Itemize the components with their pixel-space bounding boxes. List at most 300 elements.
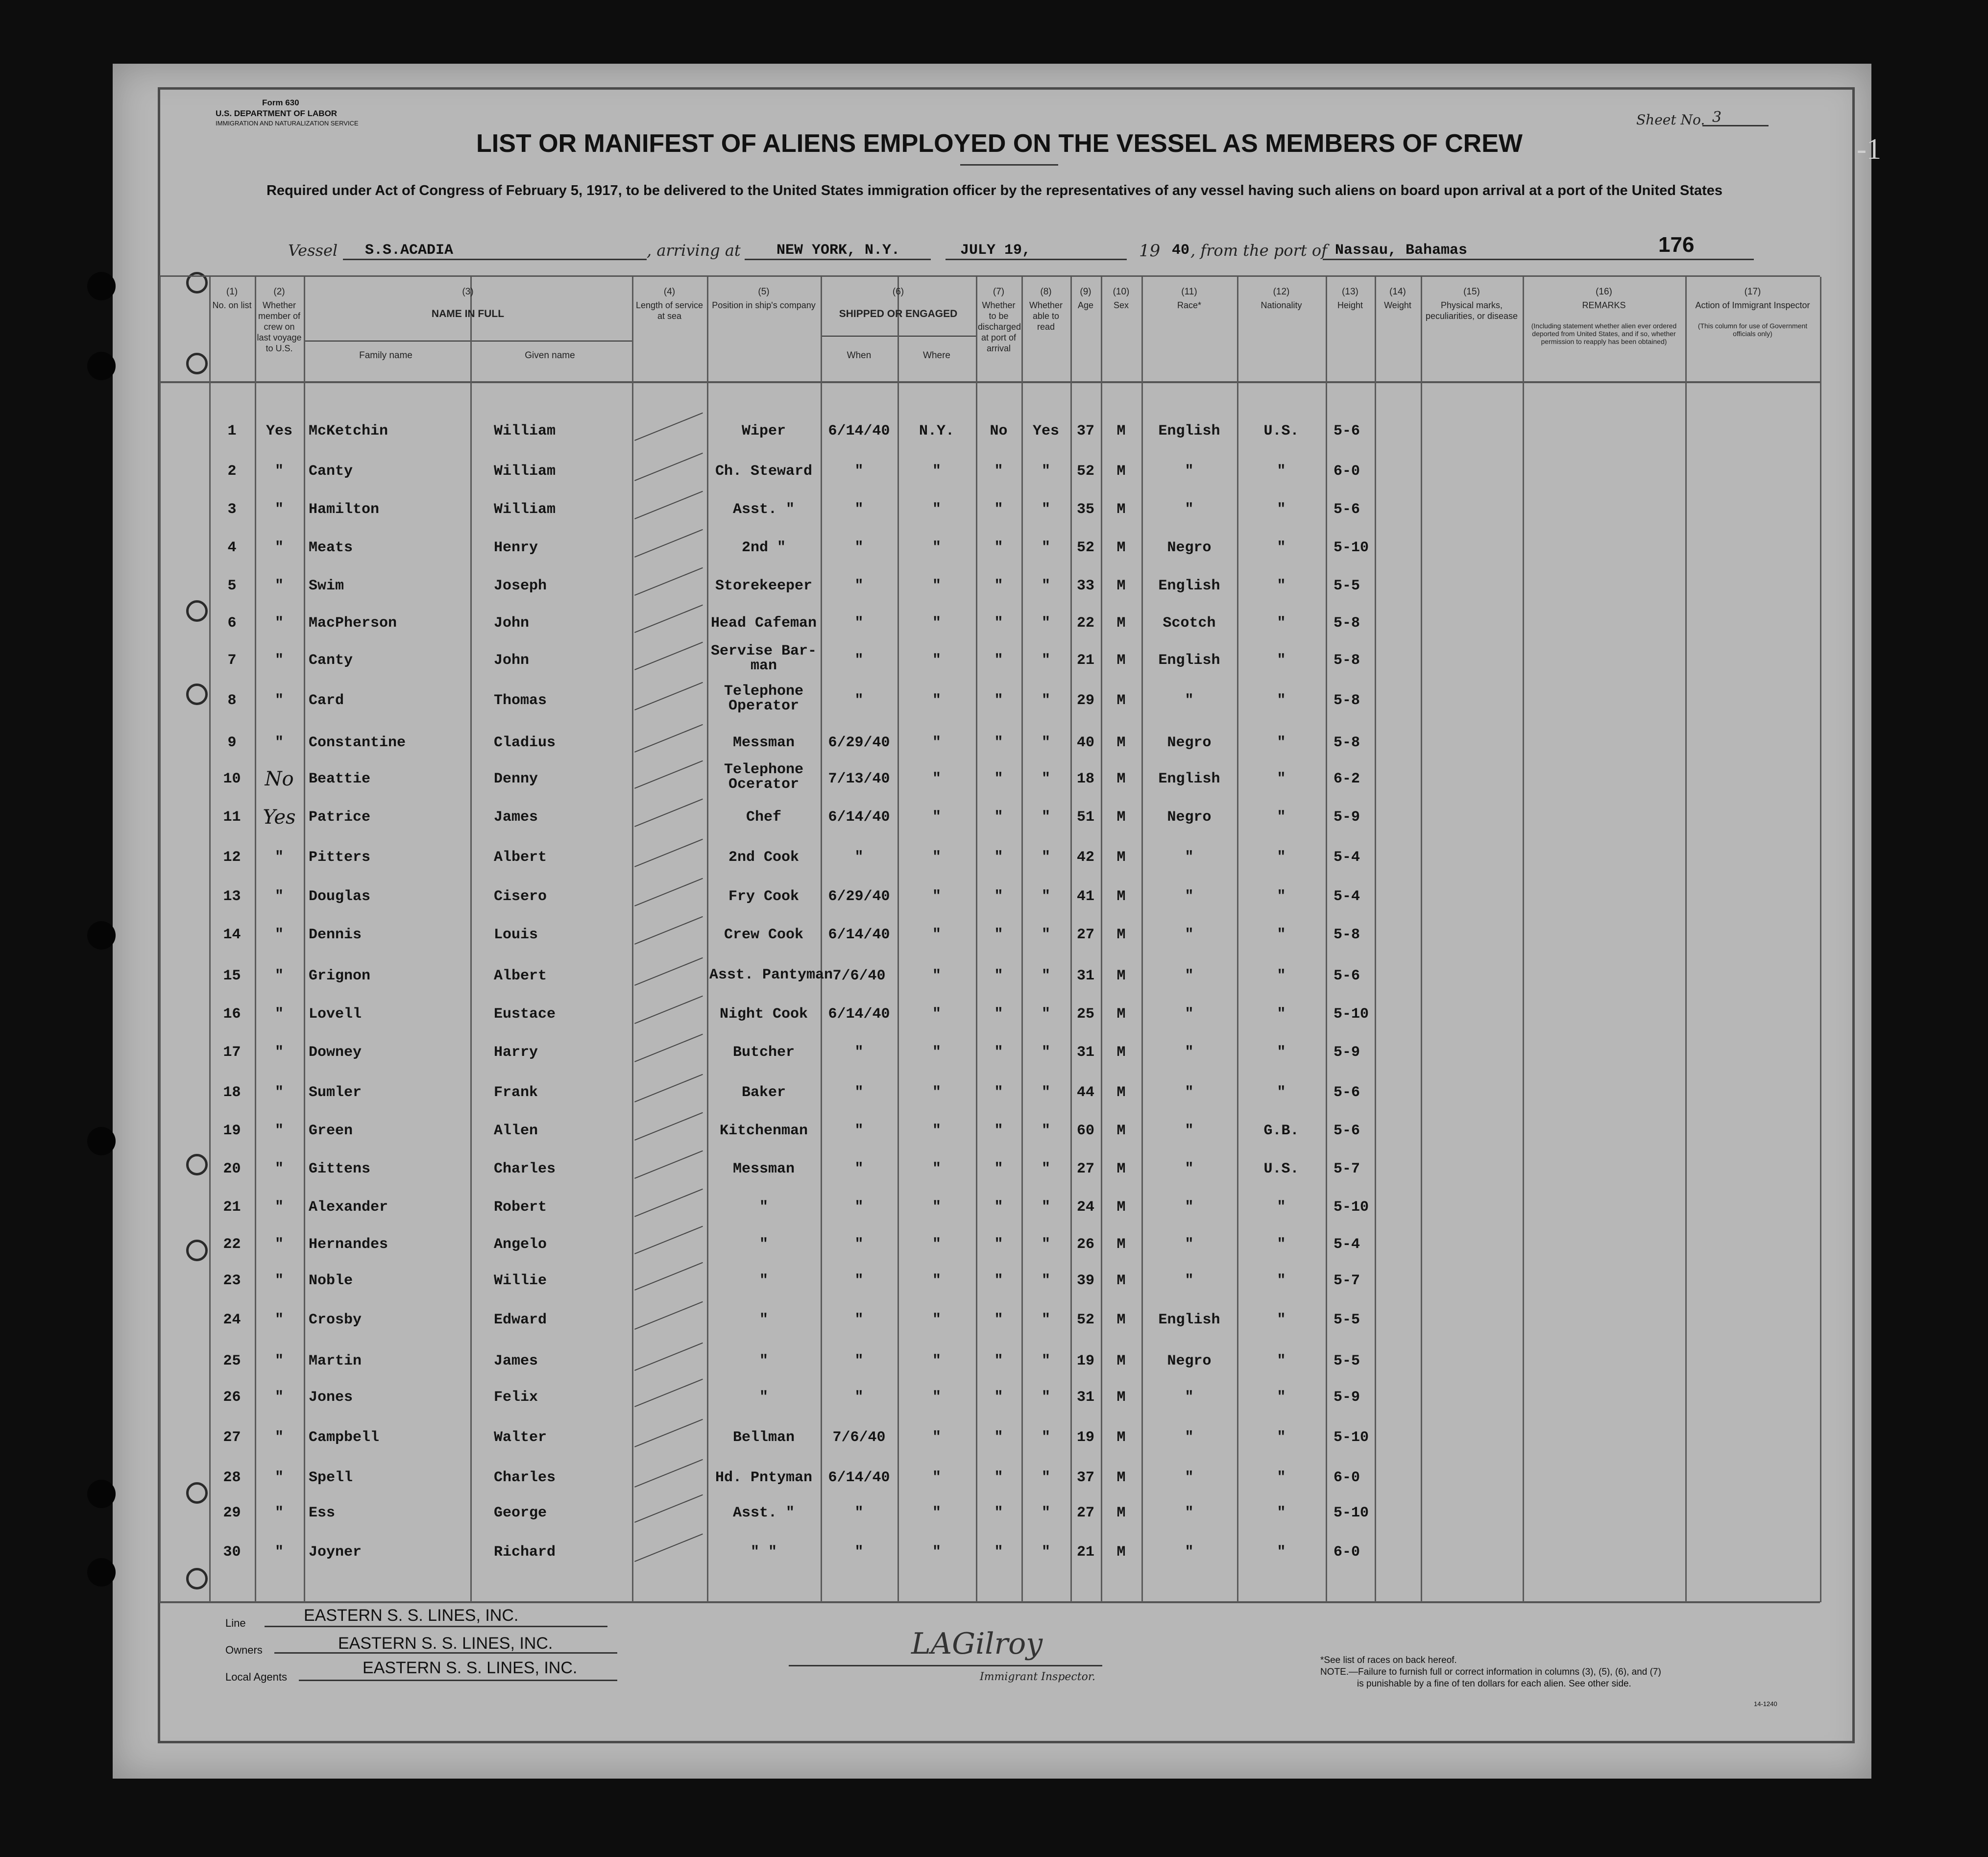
cell-no: 21: [223, 1199, 241, 1216]
cell-read: ": [1041, 968, 1050, 984]
cell-nationality: ": [1277, 888, 1286, 905]
cell-when: ": [854, 652, 864, 669]
cell-family: McKetchin: [309, 423, 388, 440]
column-label: SHIPPED OR ENGAGED: [839, 308, 958, 319]
cell-given: Harry: [494, 1044, 538, 1061]
cell-position: Telephone Operator: [724, 683, 804, 714]
cell-age: 31: [1076, 1389, 1094, 1406]
cell-sex: M: [1116, 1161, 1126, 1177]
cell-where: ": [932, 578, 941, 594]
cell-discharged: ": [994, 1544, 1003, 1561]
cell-discharged: ": [994, 1389, 1003, 1406]
cell-when: ": [854, 501, 864, 518]
column-sublabel: Family name: [359, 350, 412, 361]
cell-discharged: No: [990, 423, 1008, 440]
owners-value: EASTERN S. S. LINES, INC.: [338, 1634, 553, 1653]
penalty-note-cont: is punishable by a fine of ten dollars for each alien. See other side.: [1357, 1679, 1631, 1689]
form-subtitle: Required under Act of Congress of February 5, 1917, to be delivered to the United States immigration officer by the representatives of any vessel having such aliens on board upon arrival at a port of the United States: [266, 183, 1723, 198]
column-label: Nationality: [1261, 300, 1302, 310]
cell-height: 5-6: [1333, 1123, 1360, 1139]
cell-given: Thomas: [494, 692, 547, 709]
cell-family: Spell: [309, 1469, 353, 1486]
cell-race: English: [1158, 652, 1220, 669]
column-number: (1): [226, 287, 238, 297]
column-sublabel: When: [847, 350, 872, 361]
cell-read: ": [1041, 771, 1050, 787]
cell-voyage: ": [274, 615, 284, 632]
cell-voyage: ": [274, 1006, 284, 1023]
cell-when: ": [854, 578, 864, 594]
cell-age: 22: [1076, 615, 1094, 632]
cell-height: 5-4: [1333, 888, 1360, 905]
cell-age: 60: [1076, 1123, 1094, 1139]
cell-family: Douglas: [309, 888, 371, 905]
cell-given: William: [494, 423, 556, 440]
cell-nationality: ": [1277, 692, 1286, 709]
cell-race: ": [1185, 1236, 1194, 1253]
cell-position: Wiper: [741, 423, 786, 440]
margin-mark: -1: [1857, 133, 1881, 165]
cell-no: 23: [223, 1272, 241, 1289]
cell-where: ": [932, 809, 941, 826]
cell-read: ": [1041, 1199, 1050, 1216]
cell-position: Messman: [732, 734, 795, 751]
cell-family: Crosby: [309, 1312, 362, 1328]
cell-sex: M: [1116, 888, 1126, 905]
cell-sex: M: [1116, 1469, 1126, 1486]
cell-voyage: ": [274, 1161, 284, 1177]
cell-where: ": [932, 1123, 941, 1139]
cell-no: 15: [223, 968, 241, 984]
cell-voyage: ": [274, 734, 284, 751]
cell-where: ": [932, 1236, 941, 1253]
from-port-label: , from the port of: [1190, 241, 1328, 260]
cell-family: Constantine: [309, 734, 406, 751]
cell-height: 5-8: [1333, 734, 1360, 751]
cell-race: ": [1185, 1084, 1194, 1101]
cell-age: 24: [1076, 1199, 1094, 1216]
service-name: IMMIGRATION AND NATURALIZATION SERVICE: [216, 120, 359, 127]
cell-read: Yes: [1032, 423, 1059, 440]
cell-read: ": [1041, 501, 1050, 518]
cell-when: ": [854, 1272, 864, 1289]
line-label: Line: [225, 1617, 246, 1629]
cell-given: Albert: [494, 968, 547, 984]
cell-read: ": [1041, 692, 1050, 709]
cell-race: English: [1158, 1312, 1220, 1328]
cell-sex: M: [1116, 968, 1126, 984]
cell-height: 6-0: [1333, 463, 1360, 480]
cell-read: ": [1041, 734, 1050, 751]
cell-age: 26: [1076, 1236, 1094, 1253]
column-rule: [1421, 277, 1422, 1602]
column-label: Length of service at sea: [635, 300, 703, 321]
cell-age: 33: [1076, 578, 1094, 594]
table-bottom-rule: [159, 1601, 1820, 1603]
cell-sex: M: [1116, 927, 1126, 943]
cell-sex: M: [1116, 809, 1126, 826]
cell-age: 41: [1076, 888, 1094, 905]
cell-nationality: ": [1277, 849, 1286, 866]
arrival-year: 40: [1172, 242, 1190, 259]
cell-race: ": [1185, 463, 1194, 480]
cell-nationality: ": [1277, 1312, 1286, 1328]
cell-where: ": [932, 927, 941, 943]
cell-discharged: ": [994, 692, 1003, 709]
departure-port: Nassau, Bahamas: [1335, 242, 1468, 259]
cell-family: Pitters: [309, 849, 371, 866]
cell-race: ": [1185, 968, 1194, 984]
cell-no: 13: [223, 888, 241, 905]
cell-no: 3: [227, 501, 237, 518]
cell-voyage: ": [274, 501, 284, 518]
cell-race: ": [1185, 927, 1194, 943]
cell-family: Meats: [309, 539, 353, 556]
column-label: Action of Immigrant Inspector: [1695, 300, 1810, 310]
cell-family: Downey: [309, 1044, 362, 1061]
binder-hole: [87, 1558, 116, 1587]
cell-no: 14: [223, 927, 241, 943]
cell-no: 7: [227, 652, 237, 669]
cell-family: Alexander: [309, 1199, 388, 1216]
cell-read: ": [1041, 1123, 1050, 1139]
cell-voyage: ": [274, 692, 284, 709]
cell-discharged: ": [994, 1161, 1003, 1177]
column-rule: [1326, 277, 1327, 1602]
cell-discharged: ": [994, 1199, 1003, 1216]
header-bottom-rule: [159, 381, 1820, 383]
cell-discharged: ": [994, 734, 1003, 751]
cell-height: 5-8: [1333, 692, 1360, 709]
cell-no: 22: [223, 1236, 241, 1253]
cell-read: ": [1041, 1084, 1050, 1101]
cell-discharged: ": [994, 578, 1003, 594]
cell-age: 31: [1076, 968, 1094, 984]
penalty-note: NOTE.—Failure to furnish full or correct information in columns (3), (5), (6), and (7): [1320, 1667, 1661, 1677]
cell-age: 21: [1076, 1544, 1094, 1561]
port-rule: [745, 259, 931, 260]
cell-family: Card: [309, 692, 344, 709]
cell-no: 19: [223, 1123, 241, 1139]
inspector-label: Immigrant Inspector.: [980, 1671, 1095, 1683]
column-rule: [1523, 277, 1524, 1602]
cell-age: 44: [1076, 1084, 1094, 1101]
cell-age: 35: [1076, 501, 1094, 518]
cell-height: 5-6: [1333, 1084, 1360, 1101]
cell-position: Baker: [741, 1084, 786, 1101]
column-number: (6): [892, 287, 904, 297]
cell-read: ": [1041, 1272, 1050, 1289]
column-label: No. on list: [212, 300, 252, 310]
cell-position: Chef: [746, 809, 781, 826]
cell-no: 10: [223, 771, 241, 787]
agents-value: EASTERN S. S. LINES, INC.: [363, 1659, 578, 1677]
cell-age: 52: [1076, 1312, 1094, 1328]
cell-given: Albert: [494, 849, 547, 866]
cell-family: Lovell: [309, 1006, 362, 1023]
cell-discharged: ": [994, 1044, 1003, 1061]
cell-discharged: ": [994, 1353, 1003, 1369]
column-rule: [470, 277, 472, 1602]
cell-race: ": [1185, 501, 1194, 518]
cell-given: Henry: [494, 539, 538, 556]
cell-race: ": [1185, 1505, 1194, 1521]
column-label: Weight: [1384, 300, 1411, 310]
cell-when: ": [854, 1312, 864, 1328]
cell-sex: M: [1116, 1389, 1126, 1406]
cell-voyage: ": [274, 927, 284, 943]
column-number: (5): [758, 287, 770, 297]
cell-voyage: ": [274, 1389, 284, 1406]
cell-height: 5-10: [1333, 1429, 1369, 1446]
cell-race: Negro: [1167, 539, 1212, 556]
cell-no: 12: [223, 849, 241, 866]
cell-given: Charles: [494, 1161, 556, 1177]
cell-race: Scotch: [1163, 615, 1216, 632]
cell-voyage: ": [274, 1312, 284, 1328]
cell-nationality: U.S.: [1263, 1161, 1299, 1177]
cell-voyage: ": [274, 1469, 284, 1486]
cell-sex: M: [1116, 692, 1126, 709]
binder-hole: [87, 1127, 116, 1155]
column-label: Physical marks, peculiarities, or disease: [1425, 300, 1518, 321]
cell-age: 40: [1076, 734, 1094, 751]
cell-voyage: ": [274, 1505, 284, 1521]
cell-position: ": [759, 1199, 768, 1216]
cell-family: Grignon: [309, 968, 371, 984]
cell-given: William: [494, 463, 556, 480]
cell-read: ": [1041, 888, 1050, 905]
cell-where: ": [932, 652, 941, 669]
cell-race: ": [1185, 849, 1194, 866]
column-rule: [1375, 277, 1376, 1602]
cell-sex: M: [1116, 1006, 1126, 1023]
cell-nationality: ": [1277, 1505, 1286, 1521]
cell-read: ": [1041, 1312, 1050, 1328]
column-label: Sex: [1113, 300, 1129, 310]
column-number: (12): [1273, 287, 1290, 297]
column-number: (16): [1596, 287, 1612, 297]
cell-discharged: ": [994, 1236, 1003, 1253]
date-rule: [946, 259, 1127, 260]
column-number: (11): [1181, 287, 1197, 297]
cell-sex: M: [1116, 1505, 1126, 1521]
cell-race: English: [1158, 771, 1220, 787]
cell-sex: M: [1116, 771, 1126, 787]
cell-given: George: [494, 1505, 547, 1521]
cell-family: Swim: [309, 578, 344, 594]
cell-position: Night Cook: [719, 1006, 808, 1023]
cell-family: Dennis: [309, 927, 362, 943]
cell-given: John: [494, 615, 530, 632]
cell-height: 5-7: [1333, 1272, 1360, 1289]
cell-where: ": [932, 1469, 941, 1486]
column-rule: [1820, 277, 1821, 1602]
cell-family: Canty: [309, 652, 353, 669]
cell-position: Bellman: [732, 1429, 795, 1446]
cell-sex: M: [1116, 1272, 1126, 1289]
cell-when: 6/14/40: [828, 927, 890, 943]
cell-position: ": [759, 1312, 768, 1328]
cell-nationality: ": [1277, 927, 1286, 943]
column-label: NAME IN FULL: [431, 308, 505, 319]
cell-sex: M: [1116, 463, 1126, 480]
cell-given: Edward: [494, 1312, 547, 1328]
cell-read: ": [1041, 1389, 1050, 1406]
cell-when: ": [854, 1123, 864, 1139]
sheet-number-line: [1702, 125, 1769, 126]
cell-given: Richard: [494, 1544, 556, 1561]
cell-nationality: ": [1277, 539, 1286, 556]
cell-no: 4: [227, 539, 237, 556]
cell-age: 31: [1076, 1044, 1094, 1061]
binder-hole: [87, 1480, 116, 1508]
signature-rule: [789, 1665, 1102, 1666]
cell-no: 9: [227, 734, 237, 751]
cell-race: ": [1185, 1429, 1194, 1446]
cell-race: ": [1185, 1044, 1194, 1061]
cell-where: ": [932, 1199, 941, 1216]
cell-discharged: ": [994, 1123, 1003, 1139]
cell-where: ": [932, 771, 941, 787]
column-number: (17): [1744, 287, 1761, 297]
cell-where: ": [932, 501, 941, 518]
cell-when: ": [854, 1236, 864, 1253]
cell-when: 6/29/40: [828, 734, 890, 751]
cell-age: 52: [1076, 539, 1094, 556]
cell-nationality: ": [1277, 1544, 1286, 1561]
cell-sex: M: [1116, 1312, 1126, 1328]
cell-family: MacPherson: [309, 615, 397, 632]
cell-nationality: ": [1277, 1353, 1286, 1369]
cell-height: 6-0: [1333, 1544, 1360, 1561]
cell-where: ": [932, 734, 941, 751]
column-rule: [1685, 277, 1687, 1602]
cell-family: Green: [309, 1123, 353, 1139]
department-name: U.S. DEPARTMENT OF LABOR: [216, 109, 338, 118]
cell-no: 26: [223, 1389, 241, 1406]
cell-where: ": [932, 1312, 941, 1328]
cell-discharged: ": [994, 888, 1003, 905]
column-rule: [304, 277, 305, 1602]
cell-sex: M: [1116, 615, 1126, 632]
cell-no: 6: [227, 615, 237, 632]
cell-race: Negro: [1167, 734, 1212, 751]
cell-nationality: ": [1277, 578, 1286, 594]
cell-no: 30: [223, 1544, 241, 1561]
cell-family: Hamilton: [309, 501, 380, 518]
cell-age: 19: [1076, 1429, 1094, 1446]
cell-when: ": [854, 463, 864, 480]
cell-position: Head Cafeman: [710, 615, 817, 632]
cell-read: ": [1041, 1006, 1050, 1023]
cell-no: 24: [223, 1312, 241, 1328]
column-number: (14): [1389, 287, 1406, 297]
cell-sex: M: [1116, 1544, 1126, 1561]
column-number: (3): [462, 287, 474, 297]
cell-position: " ": [750, 1544, 777, 1561]
cell-height: 5-5: [1333, 578, 1360, 594]
cell-where: ": [932, 888, 941, 905]
cell-nationality: ": [1277, 615, 1286, 632]
cell-voyage: ": [274, 539, 284, 556]
column-number: (15): [1463, 287, 1480, 297]
cell-where: ": [932, 1084, 941, 1101]
cell-voyage: ": [274, 652, 284, 669]
cell-nationality: ": [1277, 1084, 1286, 1101]
cell-nationality: G.B.: [1263, 1123, 1299, 1139]
line-value: EASTERN S. S. LINES, INC.: [304, 1606, 519, 1625]
cell-discharged: ": [994, 1084, 1003, 1101]
sheet-number: 3: [1712, 109, 1722, 126]
cell-given: James: [494, 809, 538, 826]
cell-no: 2: [227, 463, 237, 480]
cell-read: ": [1041, 1044, 1050, 1061]
cell-family: Ess: [309, 1505, 336, 1521]
cell-nationality: ": [1277, 501, 1286, 518]
cell-where: ": [932, 615, 941, 632]
cell-nationality: ": [1277, 1236, 1286, 1253]
cell-discharged: ": [994, 463, 1003, 480]
column-number: (8): [1040, 287, 1052, 297]
cell-height: 6-0: [1333, 1469, 1360, 1486]
column-number: (9): [1080, 287, 1091, 297]
cell-nationality: ": [1277, 1272, 1286, 1289]
cell-height: 5-4: [1333, 849, 1360, 866]
cell-height: 5-10: [1333, 1199, 1369, 1216]
cell-no: 16: [223, 1006, 241, 1023]
cell-nationality: U.S.: [1263, 423, 1299, 440]
cell-height: 5-4: [1333, 1236, 1360, 1253]
cell-race: ": [1185, 1272, 1194, 1289]
cell-voyage: ": [274, 1123, 284, 1139]
column-sublabel: Where: [923, 350, 950, 361]
cell-family: Campbell: [309, 1429, 380, 1446]
cell-age: 25: [1076, 1006, 1094, 1023]
cell-when: 6/14/40: [828, 423, 890, 440]
column-label: Whether to be discharged at port of arrival: [978, 300, 1021, 353]
column-sublabel: Given name: [525, 350, 575, 361]
cell-nationality: ": [1277, 1429, 1286, 1446]
cell-when: ": [854, 1353, 864, 1369]
cell-height: 6-2: [1333, 771, 1360, 787]
cell-where: ": [932, 1006, 941, 1023]
cell-voyage: ": [274, 1044, 284, 1061]
cell-read: ": [1041, 1469, 1050, 1486]
cell-position: Asst. ": [732, 1505, 795, 1521]
cell-family: Noble: [309, 1272, 353, 1289]
cell-read: ": [1041, 927, 1050, 943]
cell-where: ": [932, 1272, 941, 1289]
cell-age: 27: [1076, 1161, 1094, 1177]
cell-age: 27: [1076, 1505, 1094, 1521]
cell-discharged: ": [994, 809, 1003, 826]
cell-voyage: Yes: [266, 423, 292, 440]
cell-given: Willie: [494, 1272, 547, 1289]
cell-given: William: [494, 501, 556, 518]
cell-voyage: Yes: [263, 806, 296, 829]
cell-position: Fry Cook: [728, 888, 800, 905]
cell-given: Louis: [494, 927, 538, 943]
cell-read: ": [1041, 1505, 1050, 1521]
title-rule: [960, 164, 1058, 166]
binder-hole: [87, 921, 116, 950]
cell-height: 5-9: [1333, 1044, 1360, 1061]
cell-voyage: ": [274, 888, 284, 905]
cell-sex: M: [1116, 539, 1126, 556]
cell-where: ": [932, 539, 941, 556]
cell-height: 5-6: [1333, 968, 1360, 984]
